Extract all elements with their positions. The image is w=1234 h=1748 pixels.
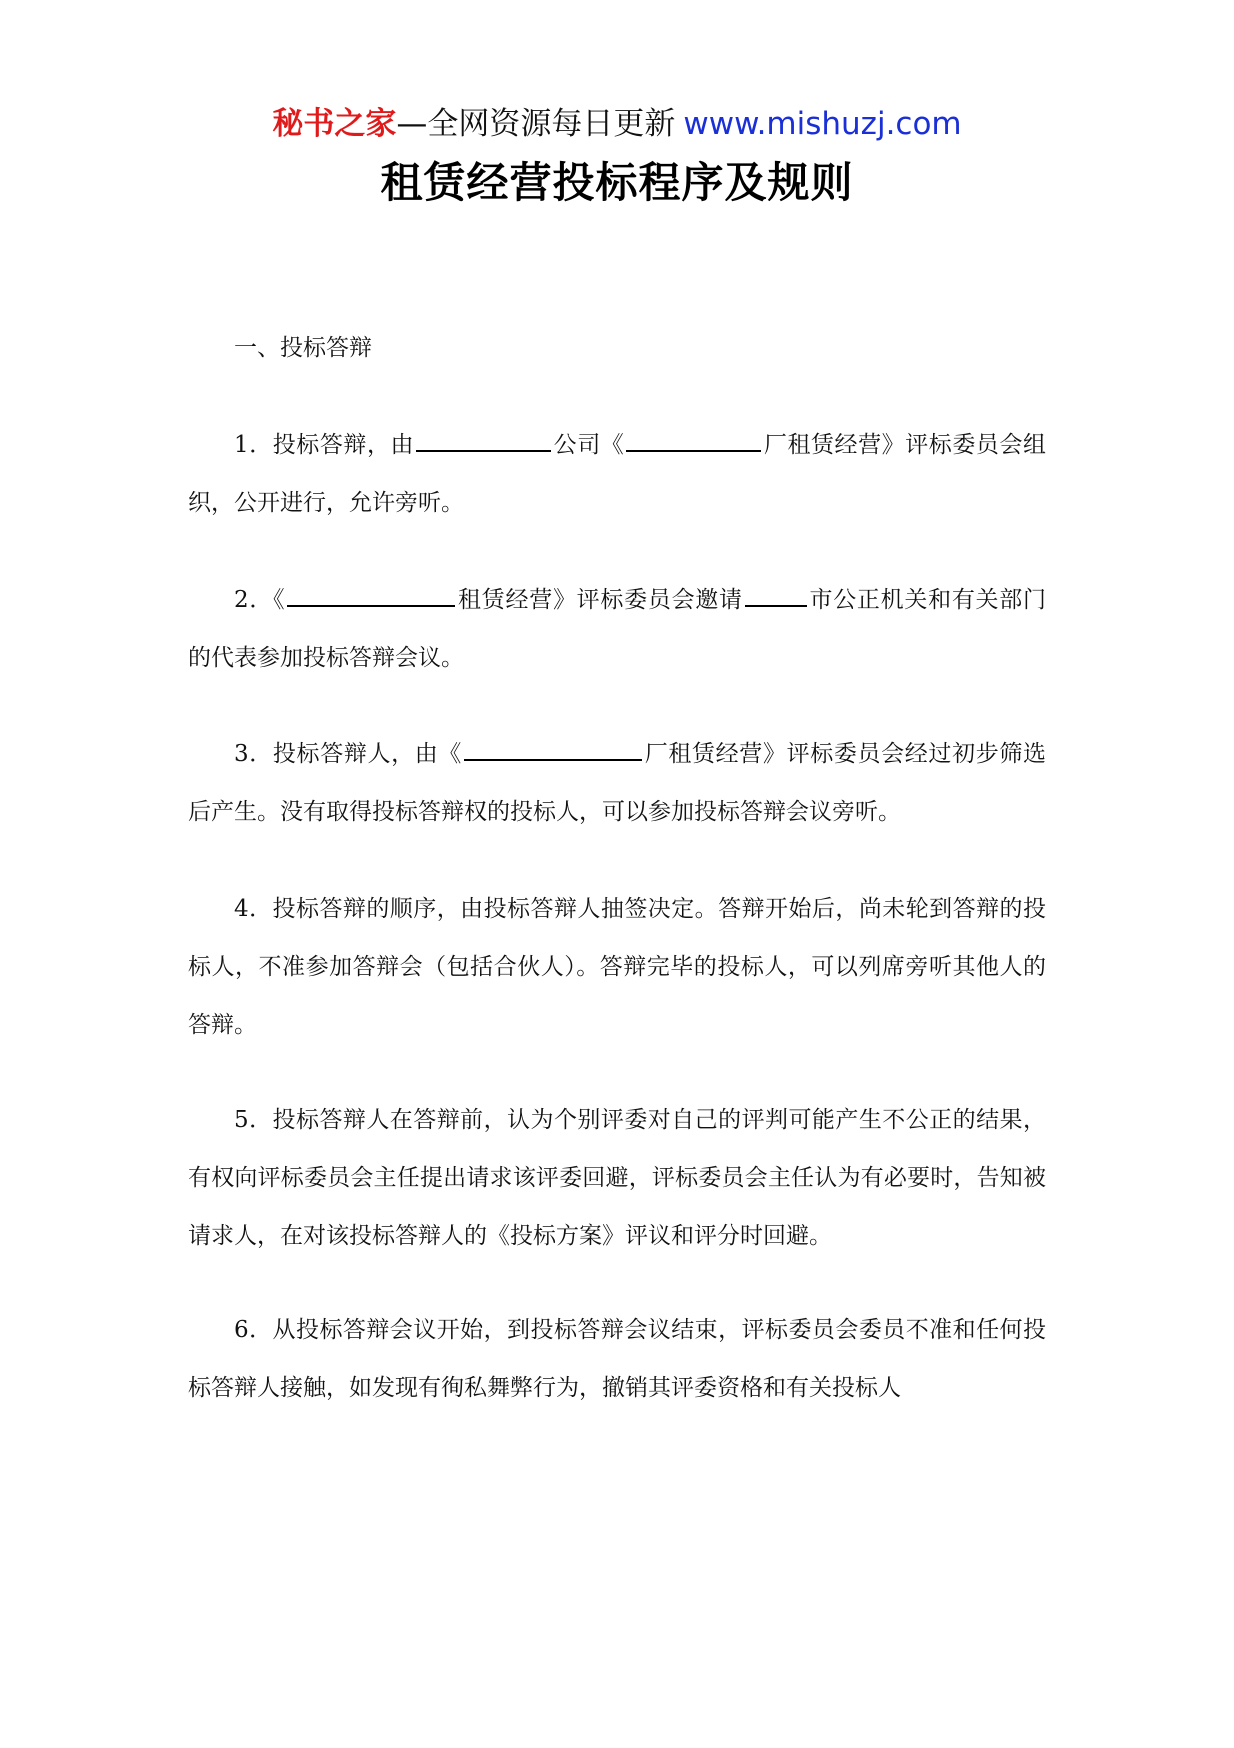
paragraph-2-part-b: 租赁经营》评标委员会邀请 (457, 587, 743, 613)
document-title: 租赁经营投标程序及规则 (380, 158, 854, 207)
site-url[interactable]: www.mishuzj.com (683, 106, 962, 142)
paragraph-1 (188, 416, 1046, 532)
paragraph-1-part-c: 厂租赁经营》评标委员会组织，公开进行，允许旁听。 (188, 432, 1047, 516)
paragraph-6: 6．从投标答辩会议开始，到投标答辩会议结束，评标委员会委员不准和任何投标答辩人接触，如发现有徇私舞弊行为，撤销其评委资格和有关投标人 (188, 1317, 1046, 1401)
paragraph-2-part-a: 2．《 (234, 587, 286, 613)
paragraph-1-part-b: 公司《 (553, 432, 625, 458)
fill-blank (745, 581, 807, 607)
site-header (0, 104, 1234, 144)
paragraph-5: 5．投标答辩人在答辩前，认为个别评委对自己的评判可能产生不公正的结果，有权向评标委员会主任提出请求该评委回避，评标委员会主任认为有必要时，告知被请求人，在对该投标答辩人的《投标方案》评议和评分时回避。 (188, 1107, 1046, 1249)
paragraph-3-part-b: 厂租赁经营》评标委员会经过初步筛选后产生。没有取得投标答辩权的投标人，可以参加投标答辩会议旁听。 (188, 741, 1047, 825)
paragraph-2 (188, 571, 1046, 687)
fill-blank (287, 581, 455, 607)
paragraph-1-part-a: 1．投标答辩，由 (234, 432, 415, 458)
header-tagline: —全网资源每日更新 (396, 106, 676, 142)
paragraph-4: 4．投标答辩的顺序，由投标答辩人抽签决定。答辩开始后，尚未轮到答辩的投标人，不准参加答辩会（包括合伙人）。答辩完毕的投标人，可以列席旁听其他人的答辩。 (188, 896, 1046, 1038)
fill-blank (416, 426, 551, 452)
brand-name: 秘书之家 (272, 106, 397, 142)
paragraph-2-part-c: 市公正机关和有关部门的代表参加投标答辩会议。 (188, 587, 1047, 671)
paragraph-3-part-a: 3．投标答辩人，由《 (234, 741, 463, 767)
fill-blank (464, 735, 642, 761)
paragraph-3 (188, 725, 1046, 841)
section-heading: 一、投标答辩 (234, 335, 372, 361)
fill-blank (626, 426, 761, 452)
